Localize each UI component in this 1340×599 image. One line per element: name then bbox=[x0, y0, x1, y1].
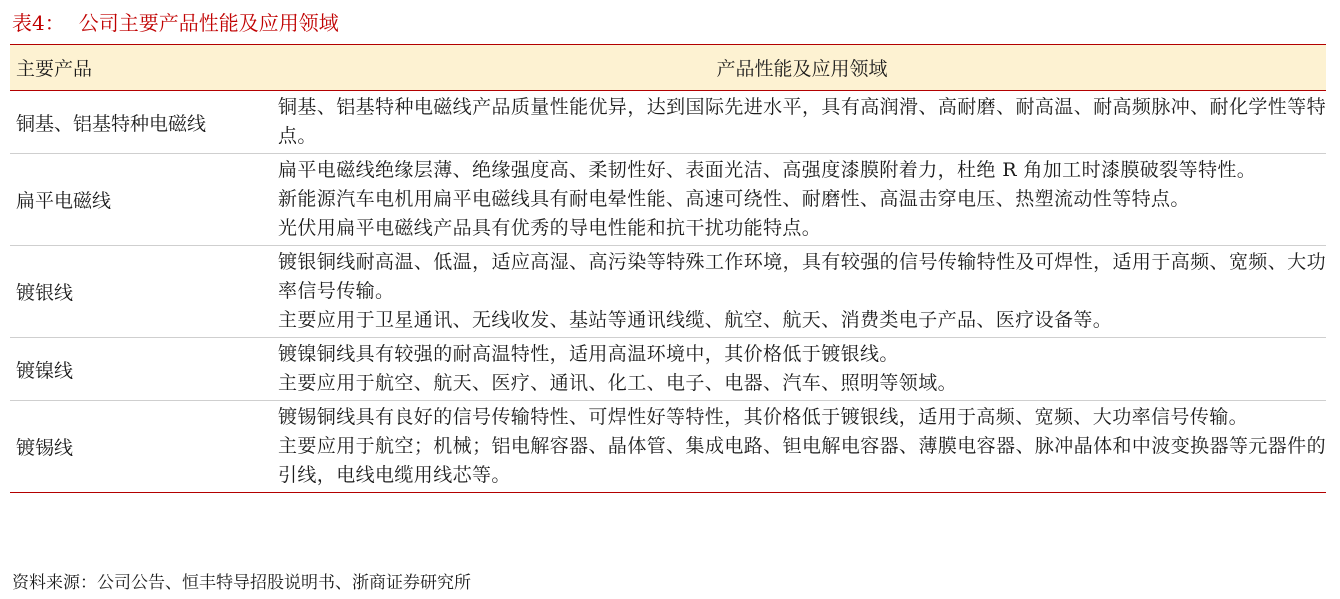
product-table bbox=[10, 45, 1326, 493]
header-row bbox=[10, 45, 1326, 91]
product-name: 铜基、铝基特种电磁线 bbox=[16, 112, 207, 135]
description-line: 镀镍铜线具有较强的耐高温特性，适用高温环境中，其价格低于镀银线。 bbox=[278, 343, 899, 365]
table-caption bbox=[12, 8, 339, 38]
product-name: 扁平电磁线 bbox=[10, 154, 278, 246]
product-description bbox=[278, 338, 1326, 401]
table-number: 表4： bbox=[12, 11, 65, 35]
table-row bbox=[10, 246, 1326, 338]
product-description bbox=[278, 401, 1326, 493]
header-performance: 产品性能及应用领域 bbox=[278, 45, 1326, 91]
description-line: 主要应用于卫星通讯、无线收发、基站等通讯线缆、航空、航天、消费类电子产品、医疗设备等。 bbox=[278, 309, 1113, 331]
product-description bbox=[278, 91, 1326, 154]
description-line: 镀锡铜线具有良好的信号传输特性、可焊性好等特性，其价格低于镀银线，适用于高频、宽频、大功率信号传输。 bbox=[278, 406, 1249, 428]
description-line: 主要应用于航空；机械；铝电解容器、晶体管、集成电路、钽电解电容器、薄膜电容器、脉冲晶体和中波变换器等元器件的引线，电线电缆用线芯等。 bbox=[278, 435, 1326, 486]
table-row bbox=[10, 91, 1326, 154]
description-line: 扁平电磁线绝缘层薄、绝缘强度高、柔韧性好、表面光洁、高强度漆膜附着力，杜绝 R 角加工时漆膜破裂等特性。 bbox=[278, 159, 1257, 181]
table-row bbox=[10, 401, 1326, 493]
product-description bbox=[278, 246, 1326, 338]
table-row bbox=[10, 338, 1326, 401]
description-line: 光伏用扁平电磁线产品具有优秀的导电性能和抗干扰功能特点。 bbox=[278, 217, 822, 239]
table-title: 公司主要产品性能及应用领域 bbox=[78, 11, 339, 35]
header-product: 主要产品 bbox=[10, 45, 278, 91]
description-line: 铜基、铝基特种电磁线产品质量性能优异，达到国际先进水平，具有高润滑、高耐磨、耐高温、耐高频脉冲、耐化学性等特点。 bbox=[278, 96, 1326, 147]
description-line: 新能源汽车电机用扁平电磁线具有耐电晕性能、高速可绕性、耐磨性、高温击穿电压、热塑流动性等特点。 bbox=[278, 188, 1190, 210]
source-note: 资料来源：公司公告、恒丰特导招股说明书、浙商证券研究所 bbox=[12, 573, 471, 593]
product-name: 镀锡线 bbox=[10, 401, 278, 493]
description-line: 主要应用于航空、航天、医疗、通讯、化工、电子、电器、汽车、照明等领域。 bbox=[278, 372, 958, 394]
product-name: 镀镍线 bbox=[10, 338, 278, 401]
product-name: 镀银线 bbox=[10, 246, 278, 338]
product-description bbox=[278, 154, 1326, 246]
description-line: 镀银铜线耐高温、低温，适应高湿、高污染等特殊工作环境，具有较强的信号传输特性及可焊性，适用于高频、宽频、大功率信号传输。 bbox=[278, 251, 1326, 302]
table-row bbox=[10, 154, 1326, 246]
